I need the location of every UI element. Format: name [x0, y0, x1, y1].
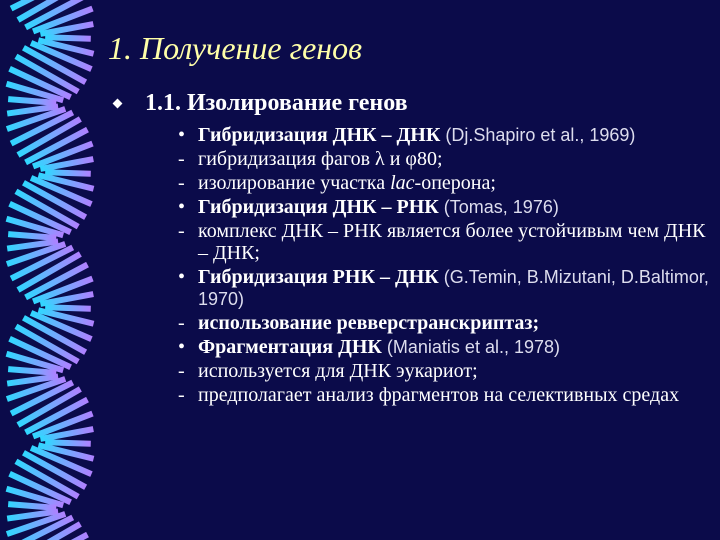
bullet-marker: • [178, 196, 186, 218]
list-item: - комплекс ДНК – РНК является более устойчивым чем ДНК – ДНК; [178, 220, 706, 264]
slide-title: 1. Получение генов [108, 30, 363, 66]
dash-marker: - [178, 312, 185, 334]
list-item: - гибридизация фагов λ и φ80; [178, 148, 443, 170]
dash-marker: - [178, 172, 185, 194]
list-item: - используется для ДНК эукариот; [178, 360, 478, 382]
dash-marker: - [178, 148, 185, 170]
list-item: • Фрагментация ДНК (Maniatis et al., 1978) [178, 336, 560, 358]
list-item: • Гибридизация ДНК – ДНК (Dj.Shapiro et al., 1969) [178, 124, 636, 146]
section-heading-text: 1.1. Изолирование генов [145, 90, 408, 116]
section-heading [114, 90, 408, 117]
dash-marker: - [178, 384, 185, 406]
bullet-list [178, 124, 710, 408]
diamond-bullet-icon [113, 99, 123, 109]
list-item: • Гибридизация РНК – ДНК (G.Temin, B.Mizutani, D.Baltimor, 1970) [178, 266, 709, 309]
list-item: • Гибридизация ДНК – РНК (Tomas, 1976) [178, 196, 559, 218]
dash-marker: - [178, 360, 185, 382]
list-item: - изолирование участка lac-оперона; [178, 172, 496, 194]
list-item: - использование ревверстранскриптаз; [178, 312, 540, 334]
bullet-marker: • [178, 124, 186, 146]
dna-ribbon-decoration [0, 0, 100, 540]
bullet-marker: • [178, 336, 186, 358]
bullet-marker: • [178, 266, 186, 288]
list-item: - предполагает анализ фрагментов на селективных средах [178, 384, 680, 406]
dash-marker: - [178, 220, 185, 242]
